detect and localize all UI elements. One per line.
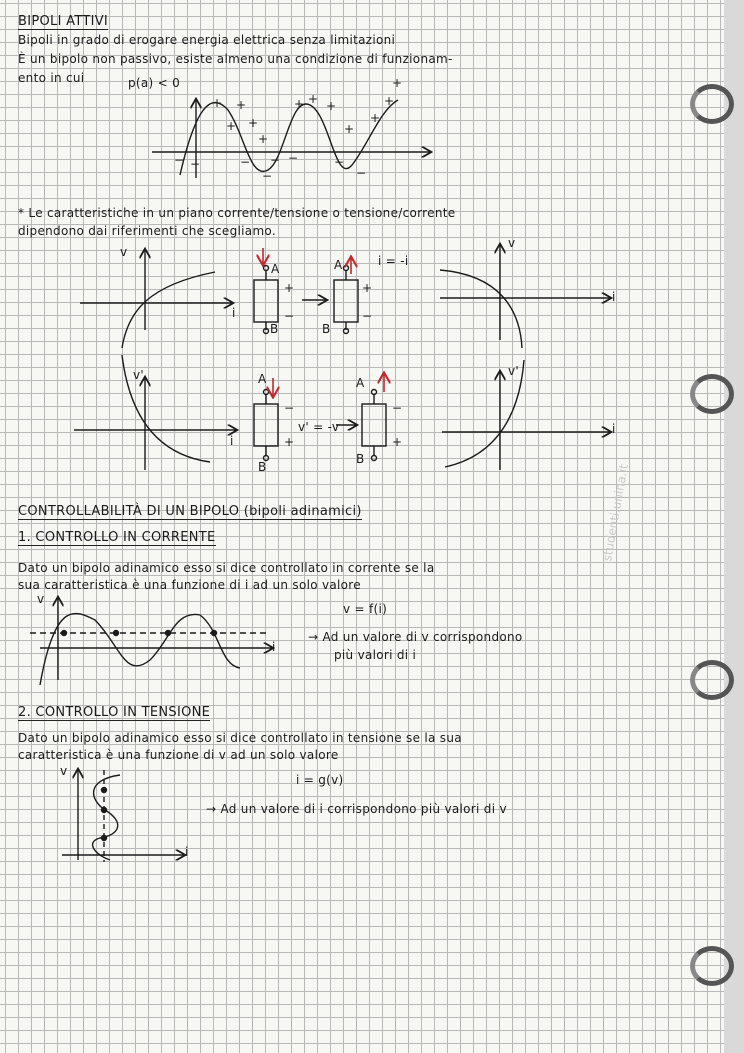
svg-text:−: −	[356, 166, 367, 180]
terminal-b: B	[322, 322, 331, 336]
intro-line: È un bipolo non passivo, esiste almeno una condizione di funzionam-	[18, 52, 453, 66]
svg-text:+: +	[308, 92, 319, 106]
plot-vprime-i-right	[442, 360, 610, 470]
voltage-control-heading: 2. CONTROLLO IN TENSIONE	[18, 705, 211, 720]
svg-text:+: +	[226, 119, 237, 133]
svg-text:−: −	[190, 157, 201, 171]
note-line: dipendono dai riferimenti che scegliamo.	[18, 224, 276, 238]
axis-label-i: i	[612, 422, 616, 436]
section-title: CONTROLLABILITÀ DI UN BIPOLO (bipoli adinamici)	[18, 504, 362, 519]
voltage-control-formula: i = g(v)	[296, 773, 344, 787]
svg-text:+: +	[294, 97, 305, 111]
watermark: studenti.unina.it	[600, 463, 631, 563]
plot-vprime-i-left	[74, 355, 236, 470]
svg-text:+: +	[344, 122, 355, 136]
svg-text:+: +	[284, 435, 295, 449]
current-control-heading: 1. CONTROLLO IN CORRENTE	[18, 530, 216, 545]
current-control-formula: v = f(i)	[343, 602, 388, 616]
note-line: * Le caratteristiche in un piano corrente/tensione o tensione/corrente	[18, 206, 456, 220]
svg-text:+: +	[370, 111, 381, 125]
svg-text:−: −	[240, 155, 251, 169]
svg-text:−: −	[262, 169, 273, 183]
svg-text:−: −	[284, 309, 295, 323]
svg-text:+: +	[248, 116, 259, 130]
axis-label-i: i	[612, 290, 616, 304]
voltage-control-line: Dato un bipolo adinamico esso si dice controllato in tensione se la sua	[18, 731, 462, 745]
plot-v-i-left	[80, 250, 232, 348]
svg-text:+: +	[236, 98, 247, 112]
axis-label-i: i	[232, 306, 236, 320]
current-controlled-plot	[30, 598, 272, 685]
svg-text:+: +	[362, 281, 373, 295]
terminal-b: B	[356, 452, 365, 466]
axis-label-v-prime: v'	[133, 368, 145, 382]
current-control-line: sua caratteristica è una funzione di i ad un solo valore	[18, 578, 361, 592]
svg-text:−: −	[174, 153, 185, 167]
svg-text:+: +	[392, 435, 403, 449]
axis-label-v-prime: v'	[508, 364, 520, 378]
svg-text:−: −	[284, 401, 295, 415]
svg-text:+: +	[392, 76, 403, 90]
voltage-control-line: caratteristica è una funzione di v ad un solo valore	[18, 748, 339, 762]
terminal-a: A	[271, 262, 280, 276]
svg-text:+: +	[284, 281, 295, 295]
page-title: BIPOLI ATTIVI	[18, 14, 109, 29]
current-control-remark: più valori di i	[334, 648, 417, 662]
axis-label-v: v	[120, 245, 128, 259]
relation-current: i = -i	[378, 254, 409, 268]
terminal-b: B	[258, 460, 267, 474]
axis-label-v: v	[60, 764, 68, 778]
axis-label-v: v	[508, 236, 516, 250]
svg-text:−: −	[392, 401, 403, 415]
svg-text:+: +	[258, 132, 269, 146]
axis-label-i: i	[272, 640, 276, 654]
voltage-control-remark: → Ad un valore di i corrispondono più valori di v	[206, 802, 507, 816]
terminal-b: B	[270, 322, 279, 336]
svg-text:−: −	[334, 155, 345, 169]
svg-text:−: −	[270, 153, 281, 167]
intro-line: Bipoli in grado di erogare energia elettrica senza limitazioni	[18, 33, 396, 47]
plot-v-i-right	[440, 245, 610, 348]
svg-text:−: −	[362, 309, 373, 323]
axis-label-v: v	[37, 592, 45, 606]
voltage-controlled-plot	[62, 770, 184, 862]
terminal-a: A	[334, 258, 343, 272]
axis-label-i: i	[230, 434, 234, 448]
current-control-remark: → Ad un valore di v corrispondono	[308, 630, 523, 644]
intro-line: ento in cui	[18, 71, 85, 85]
terminal-a: A	[356, 376, 365, 390]
power-condition: p(a) < 0	[128, 76, 181, 90]
current-control-line: Dato un bipolo adinamico esso si dice controllato in corrente se la	[18, 561, 435, 575]
svg-text:−: −	[288, 151, 299, 165]
axis-label-i: i	[185, 845, 189, 859]
svg-text:+: +	[384, 94, 395, 108]
svg-text:+: +	[212, 96, 223, 110]
svg-text:+: +	[326, 99, 337, 113]
bipole-signs	[284, 281, 402, 449]
relation-voltage: v' = -v	[298, 420, 340, 434]
terminal-a: A	[258, 372, 267, 386]
